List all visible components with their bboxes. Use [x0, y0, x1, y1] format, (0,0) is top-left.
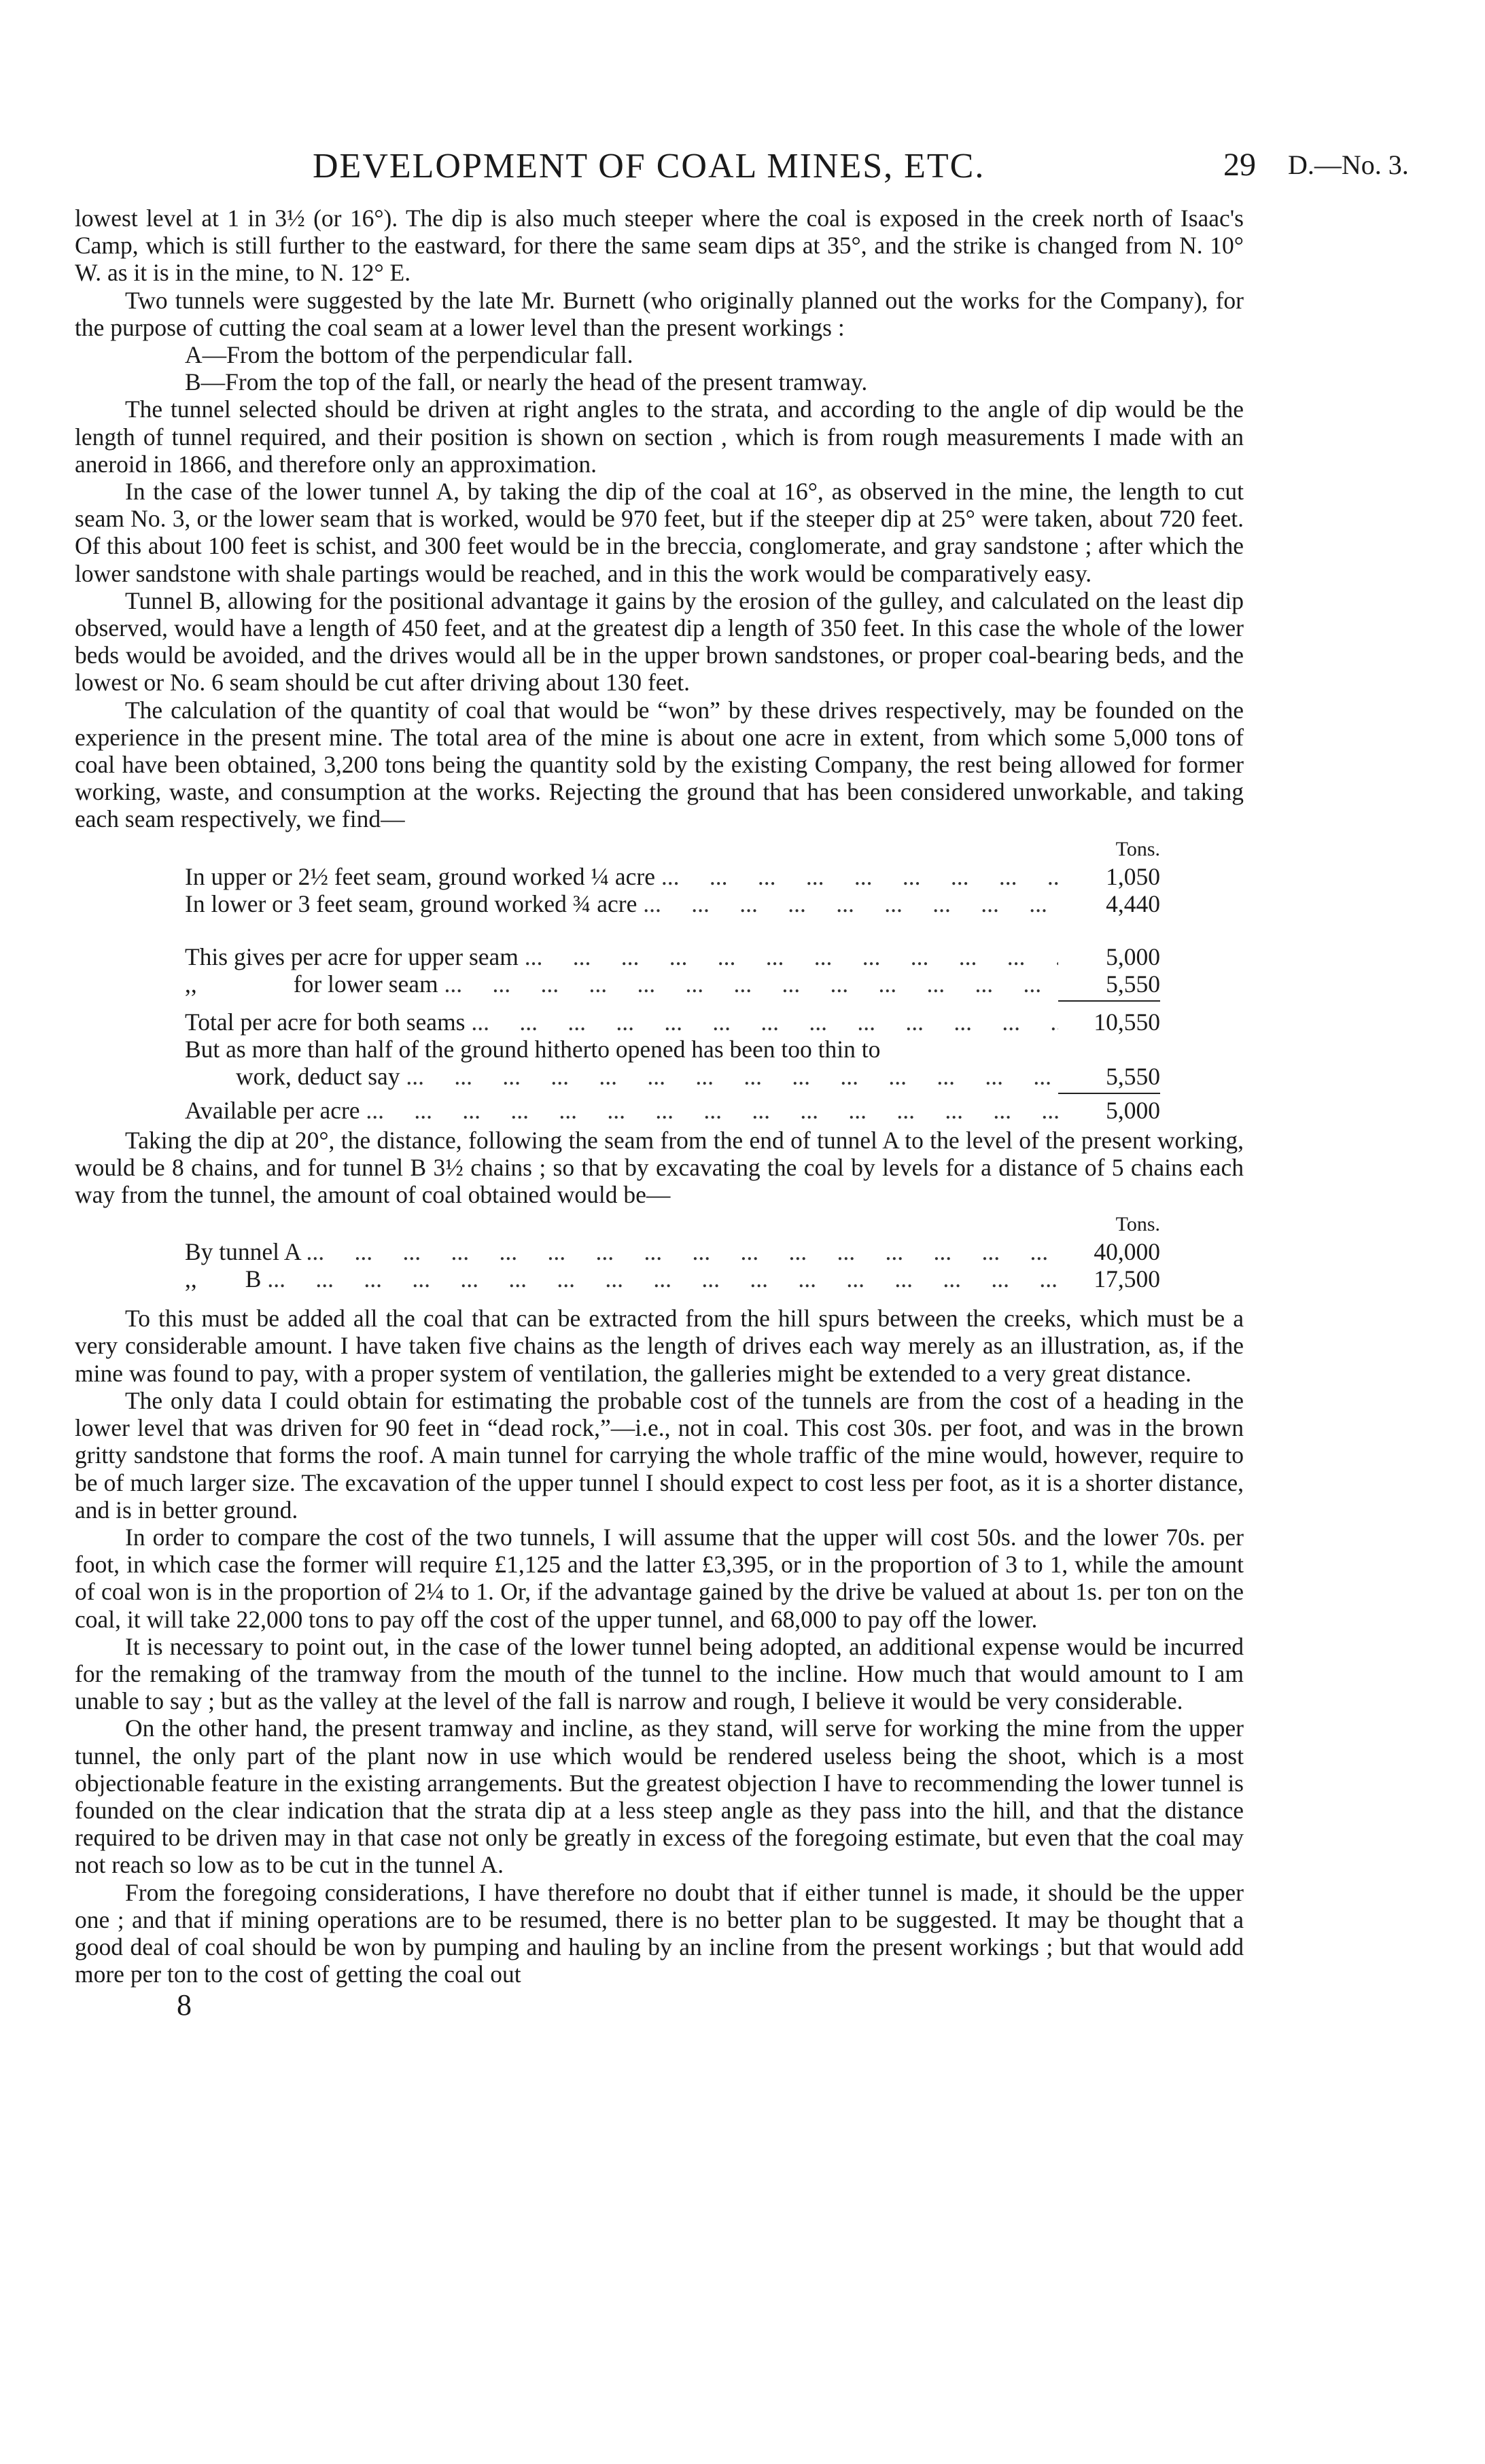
row-value: 5,000 — [1106, 943, 1160, 970]
table-units: Tons. — [1115, 837, 1160, 860]
table-row — [185, 1238, 1160, 1265]
paragraph: The only data I could obtain for estimating the probable cost of the tunnels are from the cost of a heading in the lower level that was driven for 90 feet in “dead rock,”—i.e., not in coal. This cost 30s. per foot, and was in the brown gritty sandstone that forms the roof. A main tunnel for carrying the whole traffic of the mine would, however, require to be of much larger size. The excavation of the upper tunnel I should expect to cost less per foot, as it is a shorter distance, and is in better ground. — [75, 1386, 1244, 1524]
page-number: 29 — [1223, 147, 1256, 183]
table-units: Tons. — [1115, 1213, 1160, 1236]
paragraph: Two tunnels were suggested by the late Mr. Burnett (who originally planned out the works for the Company), for the purpose of cutting the coal seam at a lower level than the present workings : — [75, 286, 1244, 341]
paragraph: The calculation of the quantity of coal that would be “won” by these drives respectively, may be founded on the experience in the present mine. The total area of the mine is about one acre in extent, from which some 5,000 tons of coal have been obtained, 3,200 tons being the quantity sold by the existing Company, the rest being allowed for former working, waste, and consumption at the works. Rejecting the ground that has been considered unworkable, and taking each seam respectively, we find— — [75, 696, 1244, 833]
row-value: 1,050 — [1106, 862, 1160, 890]
list-item: A—From the bottom of the perpendicular fall. — [185, 341, 633, 369]
row-value: 10,550 — [1094, 1008, 1160, 1036]
table-row — [185, 1036, 1160, 1063]
table-row — [185, 1265, 1160, 1292]
row-value: 4,440 — [1106, 890, 1160, 917]
row-value: 5,550 — [1106, 1062, 1160, 1090]
table-row — [185, 1063, 1160, 1090]
row-label: This gives per acre for upper seam ... — [185, 943, 1058, 970]
paragraph: lowest level at 1 in 3½ (or 16°). The dip is also much steeper where the coal is exposed in the creek north of Isaac's Camp, which is still further to the eastward, for there the same seam dips at 35°, and the strike is changed from N. 10° W. as it is in the mine, to N. 12° E. — [75, 205, 1244, 287]
sum-rule — [1058, 1093, 1160, 1094]
paragraph: From the foregoing considerations, I have therefore no doubt that if either tunnel is made, it should be the upper one ; and that if mining operations are to be resumed, there is no better plan to be suggested. It may be thought that a good deal of coal should be won by pumping and hauling by an incline from the present workings ; but that would add more per ton to the cost of getting the coal out — [75, 1878, 1244, 1988]
table-row — [185, 943, 1160, 970]
signature-mark: 8 — [177, 1988, 192, 2022]
row-value: 40,000 — [1094, 1238, 1160, 1266]
row-label: ,, for lower seam ... — [185, 970, 1058, 998]
row-label: Available per acre ... — [185, 1097, 1058, 1124]
row-value: 5,550 — [1106, 970, 1160, 998]
row-label: In lower or 3 feet seam, ground worked ¾ acre ... — [185, 890, 1058, 917]
paragraph: In the case of the lower tunnel A, by taking the dip of the coal at 16°, as observed in the mine, the length to cut seam No. 3, or the lower seam that is worked, would be 970 feet, but if the steeper dip at 25° were taken, about 720 feet. Of this about 100 feet is schist, and 300 feet would be in the breccia, conglomerate, and gray sandstone ; after which the lower sandstone with shale partings would be reached, and in this the work would be comparatively easy. — [75, 478, 1244, 587]
paragraph: The tunnel selected should be driven at right angles to the strata, and according to the angle of dip would be the length of tunnel required, and their position is shown on section , which is from rough measurements I made with an aneroid in 1866, and therefore only an approximation. — [75, 395, 1244, 478]
sum-rule — [1058, 1000, 1160, 1002]
paragraph: It is necessary to point out, in the case of the lower tunnel being adopted, an additional expense would be incurred for the remaking of the tramway from the mouth of the tunnel to the incline. How much that would amount to I am unable to say ; but as the valley at the level of the fall is narrow and rough, I believe it would be very considerable. — [75, 1632, 1244, 1715]
table-row — [185, 890, 1160, 917]
row-label: Total per acre for both seams ... — [185, 1008, 1058, 1036]
coal-yield-table — [185, 836, 1160, 1124]
row-label: work, deduct say ... — [236, 1063, 1058, 1090]
paragraph: In order to compare the cost of the two tunnels, I will assume that the upper will cost 50s. and the lower 70s. per foot, in which case the former will require £1,125 and the latter £3,395, or in the proportion of 3 to 1, while the amount of coal won is in the proportion of 2¼ to 1. Or, if the advantage gained by the drive be valued at about 1s. per ton on the coal, it will take 22,000 tons to pay off the cost of the upper tunnel, and 68,000 to pay off the lower. — [75, 1523, 1244, 1633]
tunnel-yield-table — [185, 1211, 1160, 1292]
table-row — [185, 1008, 1160, 1036]
row-label: In upper or 2½ feet seam, ground worked ¼ acre ... — [185, 863, 1058, 890]
page-header — [75, 139, 1409, 194]
document-page — [75, 139, 1409, 2022]
paragraph: To this must be added all the coal that can be extracted from the hill spurs between the creeks, which must be a very considerable amount. I have taken five chains as the length of drives each way merely as an illustration, as, if the mine was found to pay, with a proper system of ventilation, the galleries might be extended to a very great distance. — [75, 1305, 1244, 1387]
list-item: B—From the top of the fall, or nearly the head of the present tramway. — [185, 368, 868, 396]
document-body — [75, 205, 1244, 2020]
paragraph: On the other hand, the present tramway and incline, as they stand, will serve for working the mine from the upper tunnel, the only part of the plant now in use which would be rendered useless being the shoot, which is a most objectionable feature in the existing arrangements. But the greatest objection I have to recommending the lower tunnel is founded on the clear indication that the strata dip at a less steep angle as they pass into the hill, and that the distance required to be driven may in that case not only be greatly in excess of the foregoing estimate, but even that the coal may not reach so low as to be cut in the tunnel A. — [75, 1714, 1244, 1879]
page-title: DEVELOPMENT OF COAL MINES, ETC. — [313, 147, 985, 186]
row-value: 17,500 — [1094, 1265, 1160, 1293]
row-label: By tunnel A ... — [185, 1238, 1058, 1265]
row-value: 5,000 — [1106, 1096, 1160, 1124]
document-reference: D.—No. 3. — [1288, 149, 1409, 180]
row-label: ,, B ... — [185, 1265, 1058, 1292]
table-row — [185, 863, 1160, 890]
table-row — [185, 1097, 1160, 1124]
paragraph: Taking the dip at 20°, the distance, following the seam from the end of tunnel A to the level of the present working, would be 8 chains, and for tunnel B 3½ chains ; so that by excavating the coal by levels for a distance of 5 chains each way from the tunnel, the amount of coal obtained would be— — [75, 1126, 1244, 1209]
paragraph: Tunnel B, allowing for the positional advantage it gains by the erosion of the gulley, and calculated on the least dip observed, would have a length of 450 feet, and at the greatest dip a length of 350 feet. In this case the whole of the lower beds would be avoided, and the drives would all be in the upper brown sandstones, or proper coal-bearing beds, and the lowest or No. 6 seam should be cut after driving about 130 feet. — [75, 586, 1244, 697]
table-row — [185, 970, 1160, 998]
row-label: But as more than half of the ground hitherto opened has been too thin to — [185, 1035, 881, 1063]
